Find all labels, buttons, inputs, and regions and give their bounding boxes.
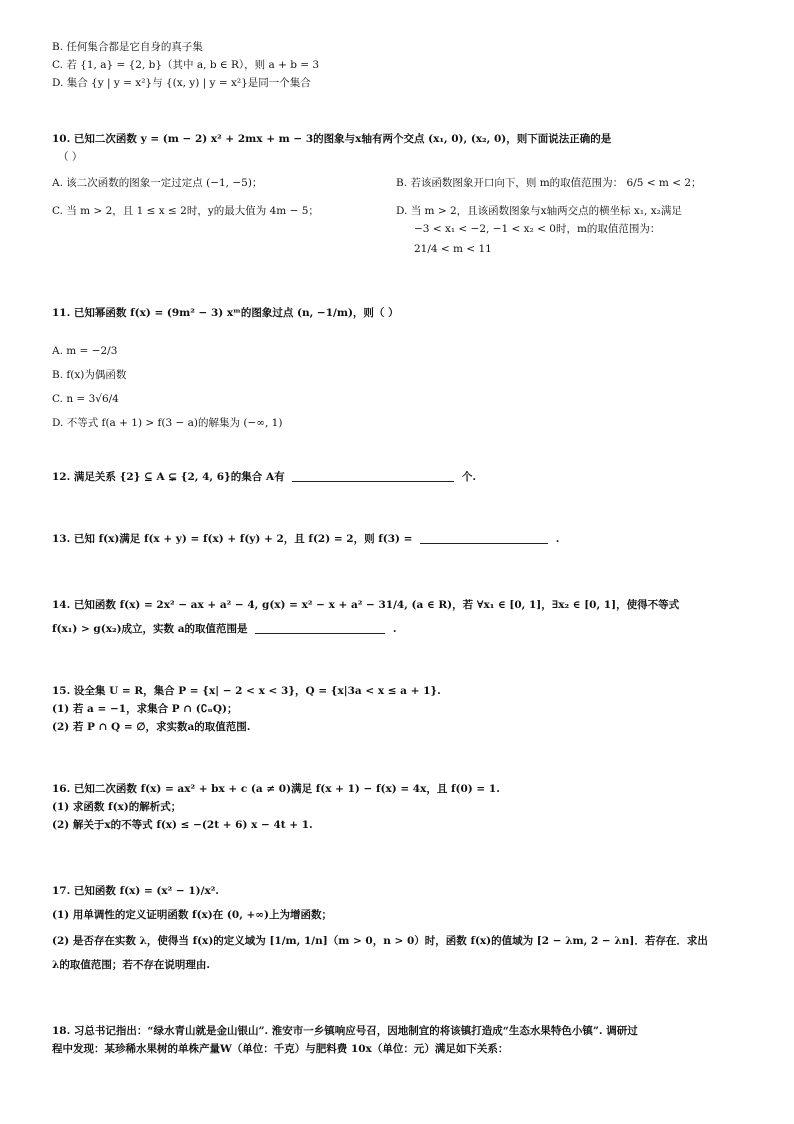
q15-part1: (1) 若 a = −1，求集合 P ∩ (∁ᵤQ)；	[52, 703, 238, 715]
q17-part3: λ的取值范围；若不存在说明理由.	[52, 959, 211, 971]
q9-option-b: B. 任何集合都是它自身的真子集	[52, 41, 203, 53]
q11-option-a: A. m = −2/3	[52, 345, 118, 357]
q16-part2: (2) 解关于x的不等式 f(x) ≤ −(2t + 6) x − 4t + 1.	[52, 819, 313, 831]
q13-answer-blank	[420, 532, 548, 544]
q10-option-d-line1: D. 当 m > 2，且该函数图象与x轴两交点的横坐标 x₁, x₂满足	[396, 205, 682, 217]
q15-part2: (2) 若 P ∩ Q = ∅，求实数a的取值范围.	[52, 721, 251, 733]
q14-answer-blank	[255, 622, 385, 634]
q10-stem: 10. 已知二次函数 y = (m − 2) x² + 2mx + m − 3的图象与x轴有两个交点 (x₁, 0), (x₂, 0)，则下面说法正确的是	[52, 133, 612, 145]
q14-text-end: .	[392, 623, 397, 635]
q10-option-b: B. 若该函数图象开口向下，则 m的取值范围为： 6/5 < m < 2；	[396, 177, 702, 189]
q15-stem: 15. 设全集 U = R，集合 P = {x| − 2 < x < 3}，Q = {x|3a < x ≤ a + 1}.	[52, 685, 441, 697]
q10-option-c: C. 当 m > 2，且 1 ≤ x ≤ 2时，y的最大值为 4m − 5；	[52, 205, 319, 217]
q11-option-d: D. 不等式 f(a + 1) > f(3 − a)的解集为 (−∞, 1)	[52, 417, 283, 429]
q14-text: f(x₁) > g(x₂)成立，实数 a的取值范围是	[52, 623, 248, 635]
q9-option-d: D. 集合 {y | y = x²}与 {(x, y) | y = x²}是同一个集合	[52, 77, 311, 89]
q16-part1: (1) 求函数 f(x)的解析式；	[52, 801, 182, 813]
q18-line2: 程中发现：某珍稀水果树的单株产量W（单位：千克）与肥料费 10x（单位：元）满足如下关系：	[52, 1043, 509, 1055]
q14-line1: 14. 已知函数 f(x) = 2x² − ax + a² − 4, g(x) = x² − x + a² − 31/4, (a ∈ R)，若 ∀x₁ ∈ [0, 1]，∃x₂ ∈ [0, 1]，使得不等式	[52, 599, 680, 611]
q12-answer-blank	[292, 470, 454, 482]
q12	[52, 470, 476, 484]
q10-option-a: A. 该二次函数的图象一定过定点 (−1, −5)；	[52, 177, 263, 189]
q10-option-d-line2: −3 < x₁ < −2, −1 < x₂ < 0时，m的取值范围为：	[414, 223, 661, 235]
q17-part2: (2) 是否存在实数 λ，使得当 f(x)的定义域为 [1/m, 1/n]（m > 0，n > 0）时，函数 f(x)的值域为 [2 − λm, 2 − λn]．若存在．求出	[52, 935, 708, 947]
q12-text-end: 个.	[461, 471, 477, 483]
q9-option-c: C. 若 {1, a} = {2, b}（其中 a, b ∈ R），则 a + b = 3	[52, 59, 320, 71]
q10-option-d-line3: 21/4 < m < 11	[414, 243, 492, 255]
q10-answer-paren: （ ）	[58, 151, 83, 163]
q13-text: 13. 已知 f(x)满足 f(x + y) = f(x) + f(y) + 2，且 f(2) = 2，则 f(3) =	[52, 533, 413, 545]
q11-stem: 11. 已知幂函数 f(x) = (9m² − 3) xᵐ的图象过点 (n, −1/m)，则（ ）	[52, 307, 399, 319]
q13-text-end: .	[555, 533, 560, 545]
q16-stem: 16. 已知二次函数 f(x) = ax² + bx + c (a ≠ 0)满足 f(x + 1) − f(x) = 4x，且 f(0) = 1.	[52, 783, 500, 795]
q11-option-b: B. f(x)为偶函数	[52, 369, 127, 381]
q14-line2	[52, 622, 397, 636]
q11-option-c: C. n = 3√6/4	[52, 393, 119, 405]
q17-stem: 17. 已知函数 f(x) = (x² − 1)/x².	[52, 885, 219, 897]
q12-text: 12. 满足关系 {2} ⊆ A ⊊ {2, 4, 6}的集合 A有	[52, 471, 285, 483]
q17-part1: (1) 用单调性的定义证明函数 f(x)在 (0, +∞)上为增函数；	[52, 909, 333, 921]
q13	[52, 532, 559, 546]
q18-line1: 18. 习总书记指出：“绿水青山就是金山银山”. 淮安市一乡镇响应号召，因地制宜的将该镇打造成“生态水果特色小镇”. 调研过	[52, 1025, 638, 1037]
